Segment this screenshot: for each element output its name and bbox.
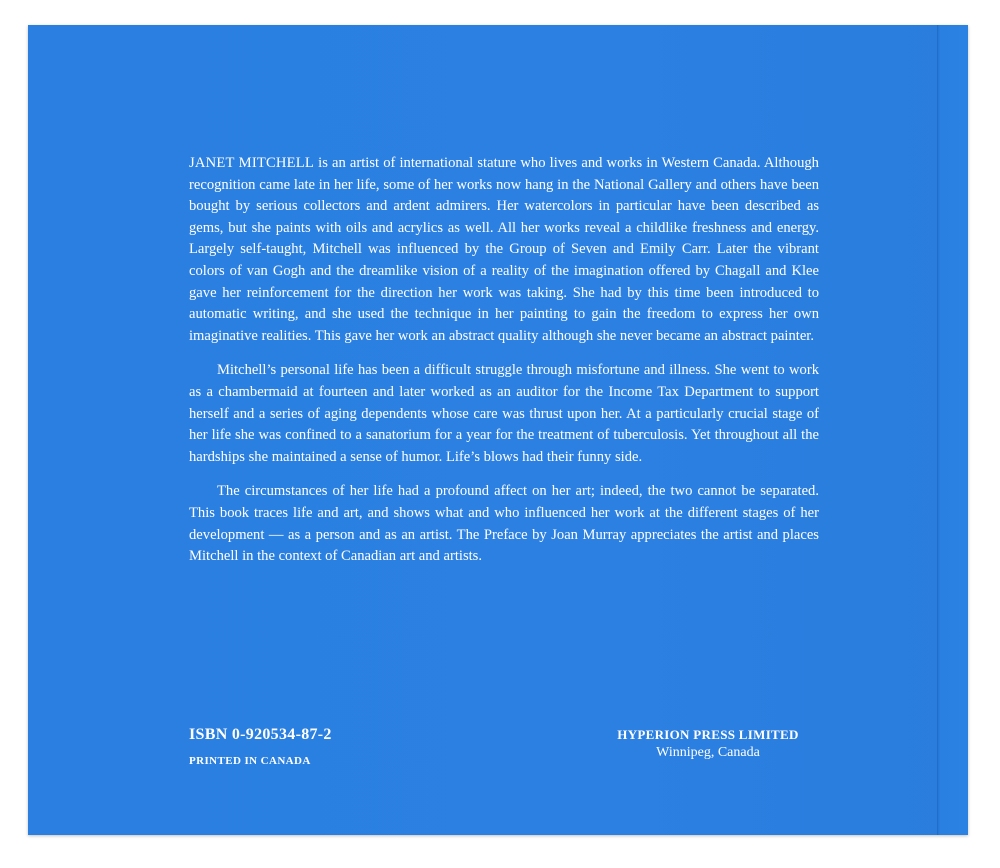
blurb-paragraph-3: The circumstances of her life had a profound affect on her art; indeed, the two cannot be separated. This book traces life and art, and shows what and who influenced her work at the different stages of her development — as a person and as an artist. The Preface by Joan Murray appreciates the artist and places Mitchell in the context of Canadian art and artists. <box>189 483 819 565</box>
isbn-number: ISBN 0-920534-87-2 <box>189 726 332 743</box>
book-back-cover <box>28 25 968 835</box>
publisher-block <box>598 727 818 761</box>
blurb-paragraph-1 <box>189 153 819 347</box>
publisher-name: HYPERION PRESS LIMITED <box>617 727 799 742</box>
cover-blurb <box>189 153 819 581</box>
blurb-paragraph-2: Mitchell’s personal life has been a difficult struggle through misfortune and illness. She went to work as a chambermaid at fourteen and later worked as an auditor for the Income Tax Department to support herself and a series of aging dependents whose care was thrust upon her. At a particularly crucial stage of her life she was confined to a sanatorium for a year for the treatment of tuberculosis. Yet throughout all the hardships she maintained a sense of humor. Life’s blows had their funny side. <box>189 362 819 465</box>
publisher-city: Winnipeg, Canada <box>656 745 760 760</box>
printed-in-label: PRINTED IN CANADA <box>189 755 311 767</box>
blurb-paragraph-1-text: is an artist of international stature who lives and works in Western Canada. Although recognition came late in her life, some of her works now hang in the National Gallery and others have been bought by serious collectors and ardent admirers. Her watercolors in particular have been described as gems, but she paints with oils and acrylics as well. All her works reveal a childlike freshness and energy. Largely self-taught, Mitchell was influenced by the Group of Seven and Emily Carr. Later the vibrant colors of van Gogh and the dreamlike vision of a reality of the imagination offered by Chagall and Klee gave her reinforcement for the direction her work was taking. She had by this time been introduced to automatic writing, and she used the technique in her painting to gain the freedom to express her own imaginative realities. This gave her work an abstract quality although she never became an abstract painter. <box>189 155 819 344</box>
artist-name: JANET MITCHELL <box>189 155 315 171</box>
cover-spine-edge <box>937 25 968 835</box>
